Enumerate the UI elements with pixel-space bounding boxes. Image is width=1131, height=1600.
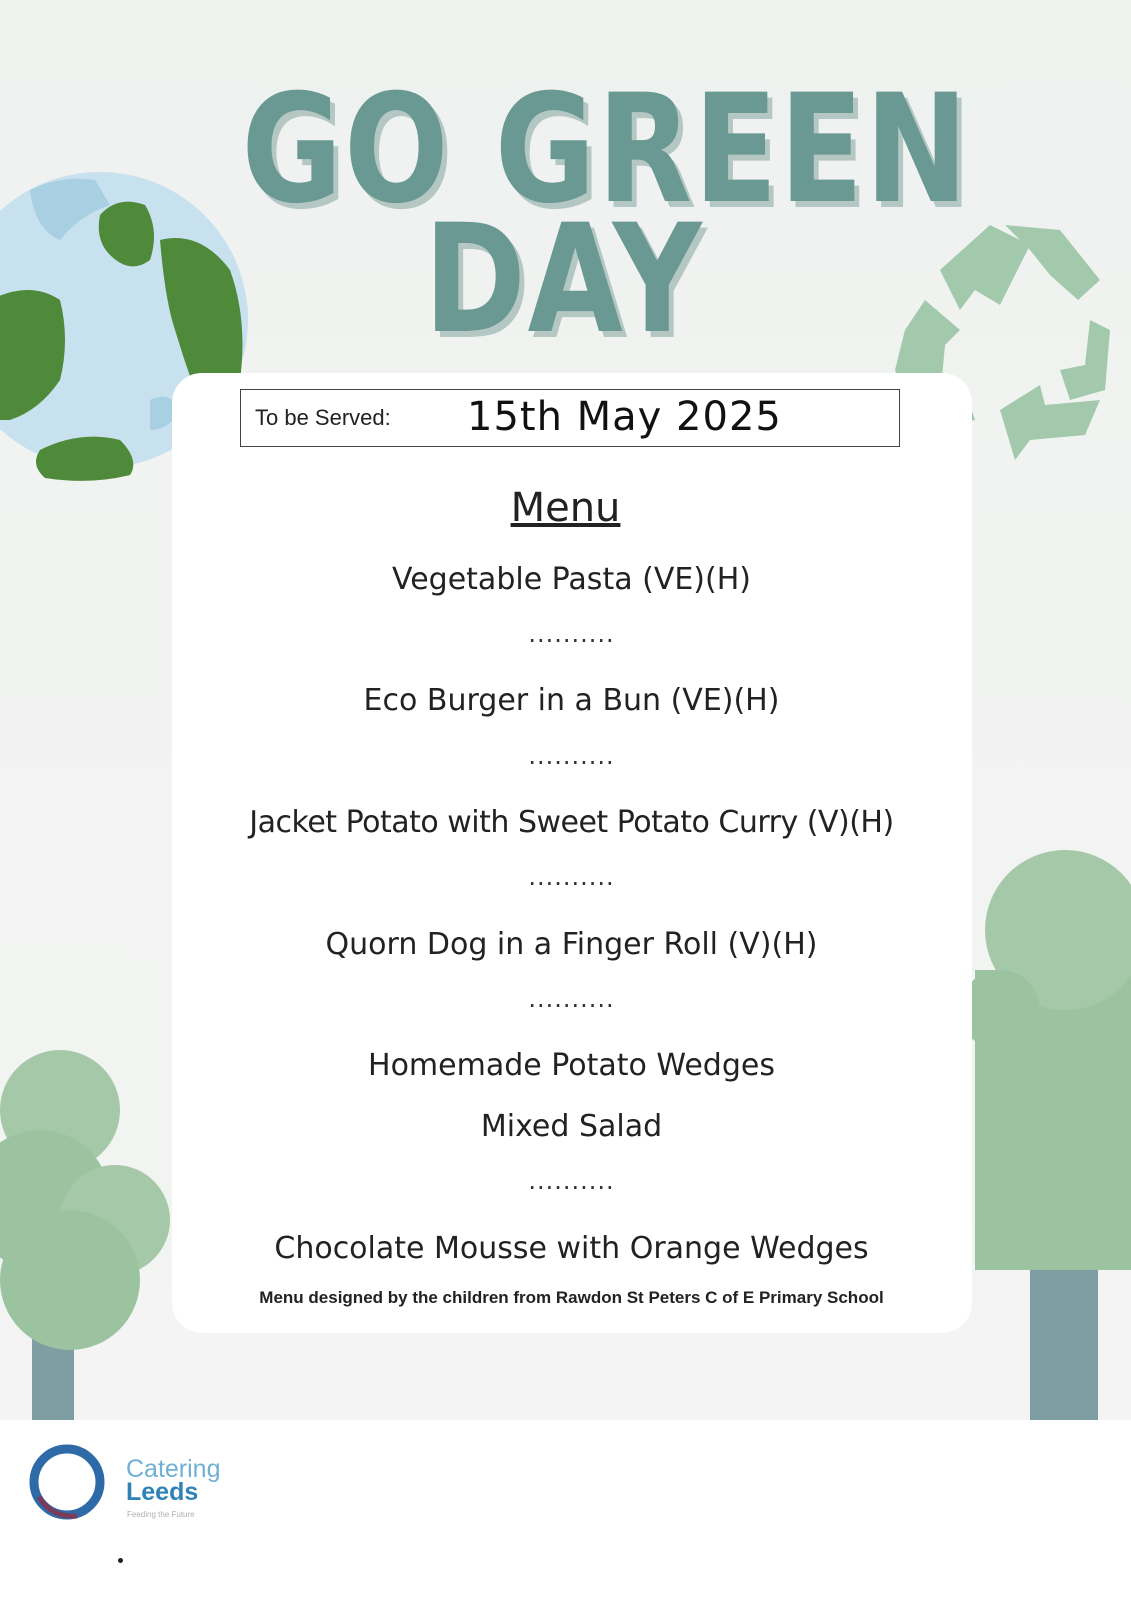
menu-item: Quorn Dog in a Finger Roll (V)(H) bbox=[325, 927, 818, 962]
separator: .......... bbox=[528, 985, 615, 1013]
separator: .......... bbox=[528, 742, 615, 770]
served-date: 15th May 2025 bbox=[467, 394, 782, 440]
logo-tagline: Feeding the Future bbox=[127, 1510, 195, 1519]
served-date-box bbox=[240, 389, 900, 447]
logo-word-catering: Catering bbox=[126, 1455, 221, 1483]
separator: .......... bbox=[528, 620, 615, 648]
menu-item: Mixed Salad bbox=[480, 1109, 663, 1144]
footnote: Menu designed by the children from Rawdon St Peters C of E Primary School bbox=[259, 1288, 884, 1307]
menu-item: Vegetable Pasta (VE)(H) bbox=[392, 562, 751, 597]
title-go-green: GO GREEN bbox=[241, 63, 970, 237]
logo-word-leeds: Leeds bbox=[126, 1478, 199, 1506]
separator: .......... bbox=[528, 863, 615, 891]
catering-leeds-logo-icon bbox=[27, 1442, 107, 1522]
served-label: To be Served: bbox=[255, 405, 391, 430]
menu-item: Jacket Potato with Sweet Potato Curry (V)(H) bbox=[249, 805, 894, 840]
menu-item: Homemade Potato Wedges bbox=[368, 1048, 775, 1083]
menu-item: Chocolate Mousse with Orange Wedges bbox=[274, 1231, 869, 1266]
menu-heading: Menu bbox=[510, 485, 621, 531]
separator: .......... bbox=[528, 1167, 615, 1195]
title-day: DAY bbox=[423, 193, 704, 367]
scan-speck bbox=[118, 1558, 123, 1563]
menu-item: Eco Burger in a Bun (VE)(H) bbox=[363, 683, 780, 718]
